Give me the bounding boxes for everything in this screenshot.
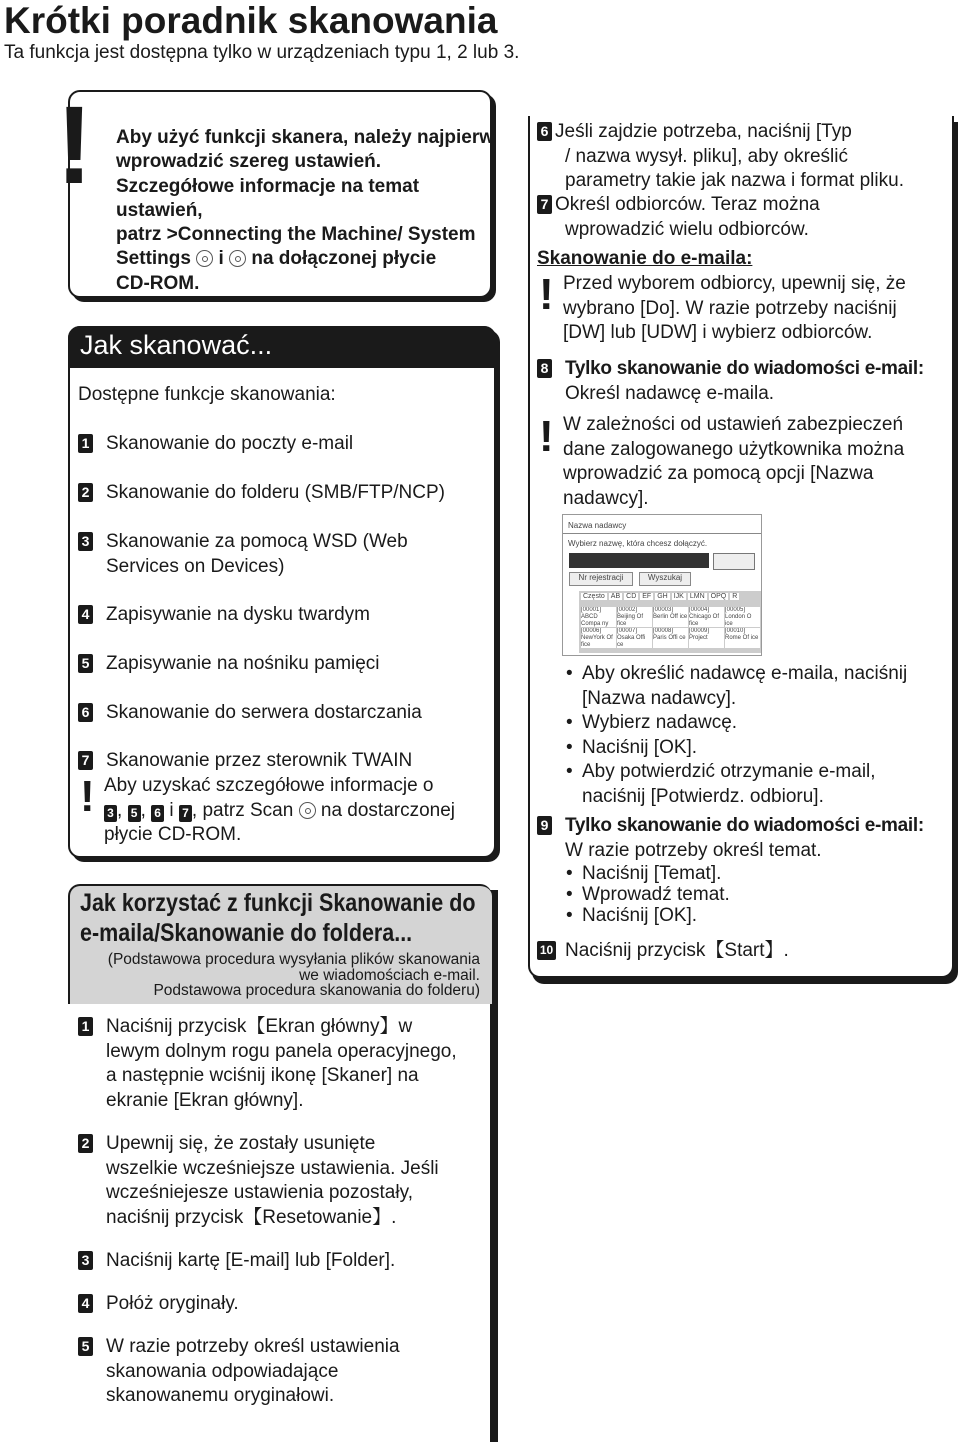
list-item: 6 Skanowanie do serwera dostarczania xyxy=(78,701,488,749)
screenshot-tabs: Często AB CD EF GH IJK LMN OPQ R xyxy=(583,593,738,600)
step-6: 6 Jeśli zajdzie potrzeba, naciśnij [Typ / nazwa wysył. pliku], aby określić parametry takie jak nazwa i format pliku. xyxy=(537,120,947,194)
step-7: 7 Określ odbiorców. Teraz można wprowadzić wielu odbiorców. xyxy=(537,193,947,242)
list-item: • Aby określić nadawcę e-maila, naciśnij [Nazwa nadawcy]. xyxy=(566,662,946,711)
list-item: 3 Skanowanie za pomocą WSD (Web Services on Devices) xyxy=(78,530,488,603)
list-item: • Wprowadź temat. xyxy=(566,884,946,905)
list-item: 1 Skanowanie do poczty e-mail xyxy=(78,432,488,481)
list-item: • Naciśnij [OK]. xyxy=(566,905,946,926)
page-subtitle: Ta funkcja jest dostępna tylko w urządzeniach typu 1, 2 lub 3. xyxy=(4,42,520,63)
exclamation-icon: ! xyxy=(56,84,93,207)
cd-rom-icon xyxy=(299,802,316,819)
warning-text: Aby użyć funkcji skanera, należy najpierw wprowadzić szereg ustawień. Szczegółowe informacje na temat ustawień, patrz >Connecting the Machine/ System Settings i na dołączonej płycie CD-ROM. xyxy=(116,127,495,294)
exclamation-icon: ! xyxy=(539,270,554,319)
cd-rom-icon xyxy=(196,250,213,267)
sender-name-screenshot: Nazwa nadawcy Wybierz nazwę, która chcesz dołączyć. Nr rejestracji Wyszukaj Często AB CD EF GH IJK LMN OPQ R [00001] ABCD Compa ny [00002] Beijing Of fice [00003] Berlin Off ice [00004] Chicago Of fice [00005] London O ice [00006] NewYork Of fice [00007] Osaka Offi ce [00008] Paris Offi ce [00009] Project [00010] Rome Of ice xyxy=(562,514,762,656)
email-folder-steps xyxy=(78,1015,488,1410)
note-sender: W zależności od ustawień zabezpieczeń dane zalogowanego użytkownika można wprowadzić za pomocą opcji [Nazwa nadawcy]. xyxy=(563,414,905,509)
list-item: 5 Zapisywanie na nośniku pamięci xyxy=(78,652,488,701)
how-to-scan-title: Jak skanować... xyxy=(80,330,273,360)
cd-rom-icon xyxy=(229,250,246,267)
exclamation-icon: ! xyxy=(80,772,95,821)
scan-note: Aby uzyskać szczegółowe informacje o 3 , 5 , 6 i 7 , patrz Scan na dostarczonej płycie CD-ROM. xyxy=(104,775,456,845)
list-item: 4 Zapisywanie na dysku twardym xyxy=(78,603,488,652)
screenshot-cells: [00001] ABCD Compa ny [00002] Beijing Of fice [00003] Berlin Off ice [00004] Chicago Of fice [00005] London O ice [00006] NewYork Of fice [00007] Osaka Offi ce [00008] Paris Offi ce [00009] Project [00010] Rome Of ice xyxy=(581,607,759,648)
list-item: 3 Naciśnij kartę [E-mail] lub [Folder]. xyxy=(78,1249,488,1292)
email-folder-title: Jak korzystać z funkcji Skanowanie do e-maila/Skanowanie do foldera... xyxy=(80,889,476,947)
list-item: • Wybierz nadawcę. xyxy=(566,711,946,736)
list-item: 4 Połóż oryginały. xyxy=(78,1292,488,1335)
page-title: Krótki poradnik skanowania xyxy=(4,0,498,41)
step-8-bullets xyxy=(566,662,946,809)
list-item: 5 W razie potrzeby określ ustawienia skanowania odpowiadające skanowanemu oryginałowi. xyxy=(78,1335,488,1410)
note-recipient: Przed wyborem odbiorcy, upewnij się, że wybrano [Do]. W razie potrzeby naciśnij [DW] lub [UDW] i wybierz odbiorców. xyxy=(563,273,906,343)
scan-functions-list xyxy=(78,432,488,774)
list-item: • Aby potwierdzić otrzymanie e-mail, naciśnij [Potwierdz. odbioru]. xyxy=(566,760,946,809)
list-item: • Naciśnij [Temat]. xyxy=(566,863,946,884)
step-9: 9 Tylko skanowanie do wiadomości e-mail: W razie potrzeby określ temat. xyxy=(537,814,947,863)
list-item: • Naciśnij [OK]. xyxy=(566,736,946,761)
list-item: 1 Naciśnij przycisk【Ekran główny】w lewym dolnym rogu panela operacyjnego, a następnie wciśnij ikonę [Skaner] na ekranie [Ekran główny]. xyxy=(78,1015,488,1132)
step-8: 8 Tylko skanowanie do wiadomości e-mail: Określ nadawcę e-maila. xyxy=(537,357,947,406)
list-item: 7 Skanowanie przez sterownik TWAIN xyxy=(78,749,488,774)
step-9-bullets xyxy=(566,863,946,926)
exclamation-icon: ! xyxy=(539,412,554,461)
scan-email-heading: Skanowanie do e-maila: xyxy=(537,248,753,269)
list-item: 2 Upewnij się, że zostały usunięte wszelkie wcześniejsze ustawienia. Jeśli wcześniejesze ustawienia pozostały, naciśnij przycisk【Resetowanie】. xyxy=(78,1132,488,1249)
step-10: 10 Naciśnij przycisk【Start】. xyxy=(537,939,947,964)
list-item: 2 Skanowanie do folderu (SMB/FTP/NCP) xyxy=(78,481,488,530)
email-folder-subtitle: (Podstawowa procedura wysyłania plików skanowania we wiadomościach e-mail. Podstawowa procedura skanowania do folderu) xyxy=(107,951,480,999)
how-to-scan-intro: Dostępne funkcje skanowania: xyxy=(78,384,336,405)
